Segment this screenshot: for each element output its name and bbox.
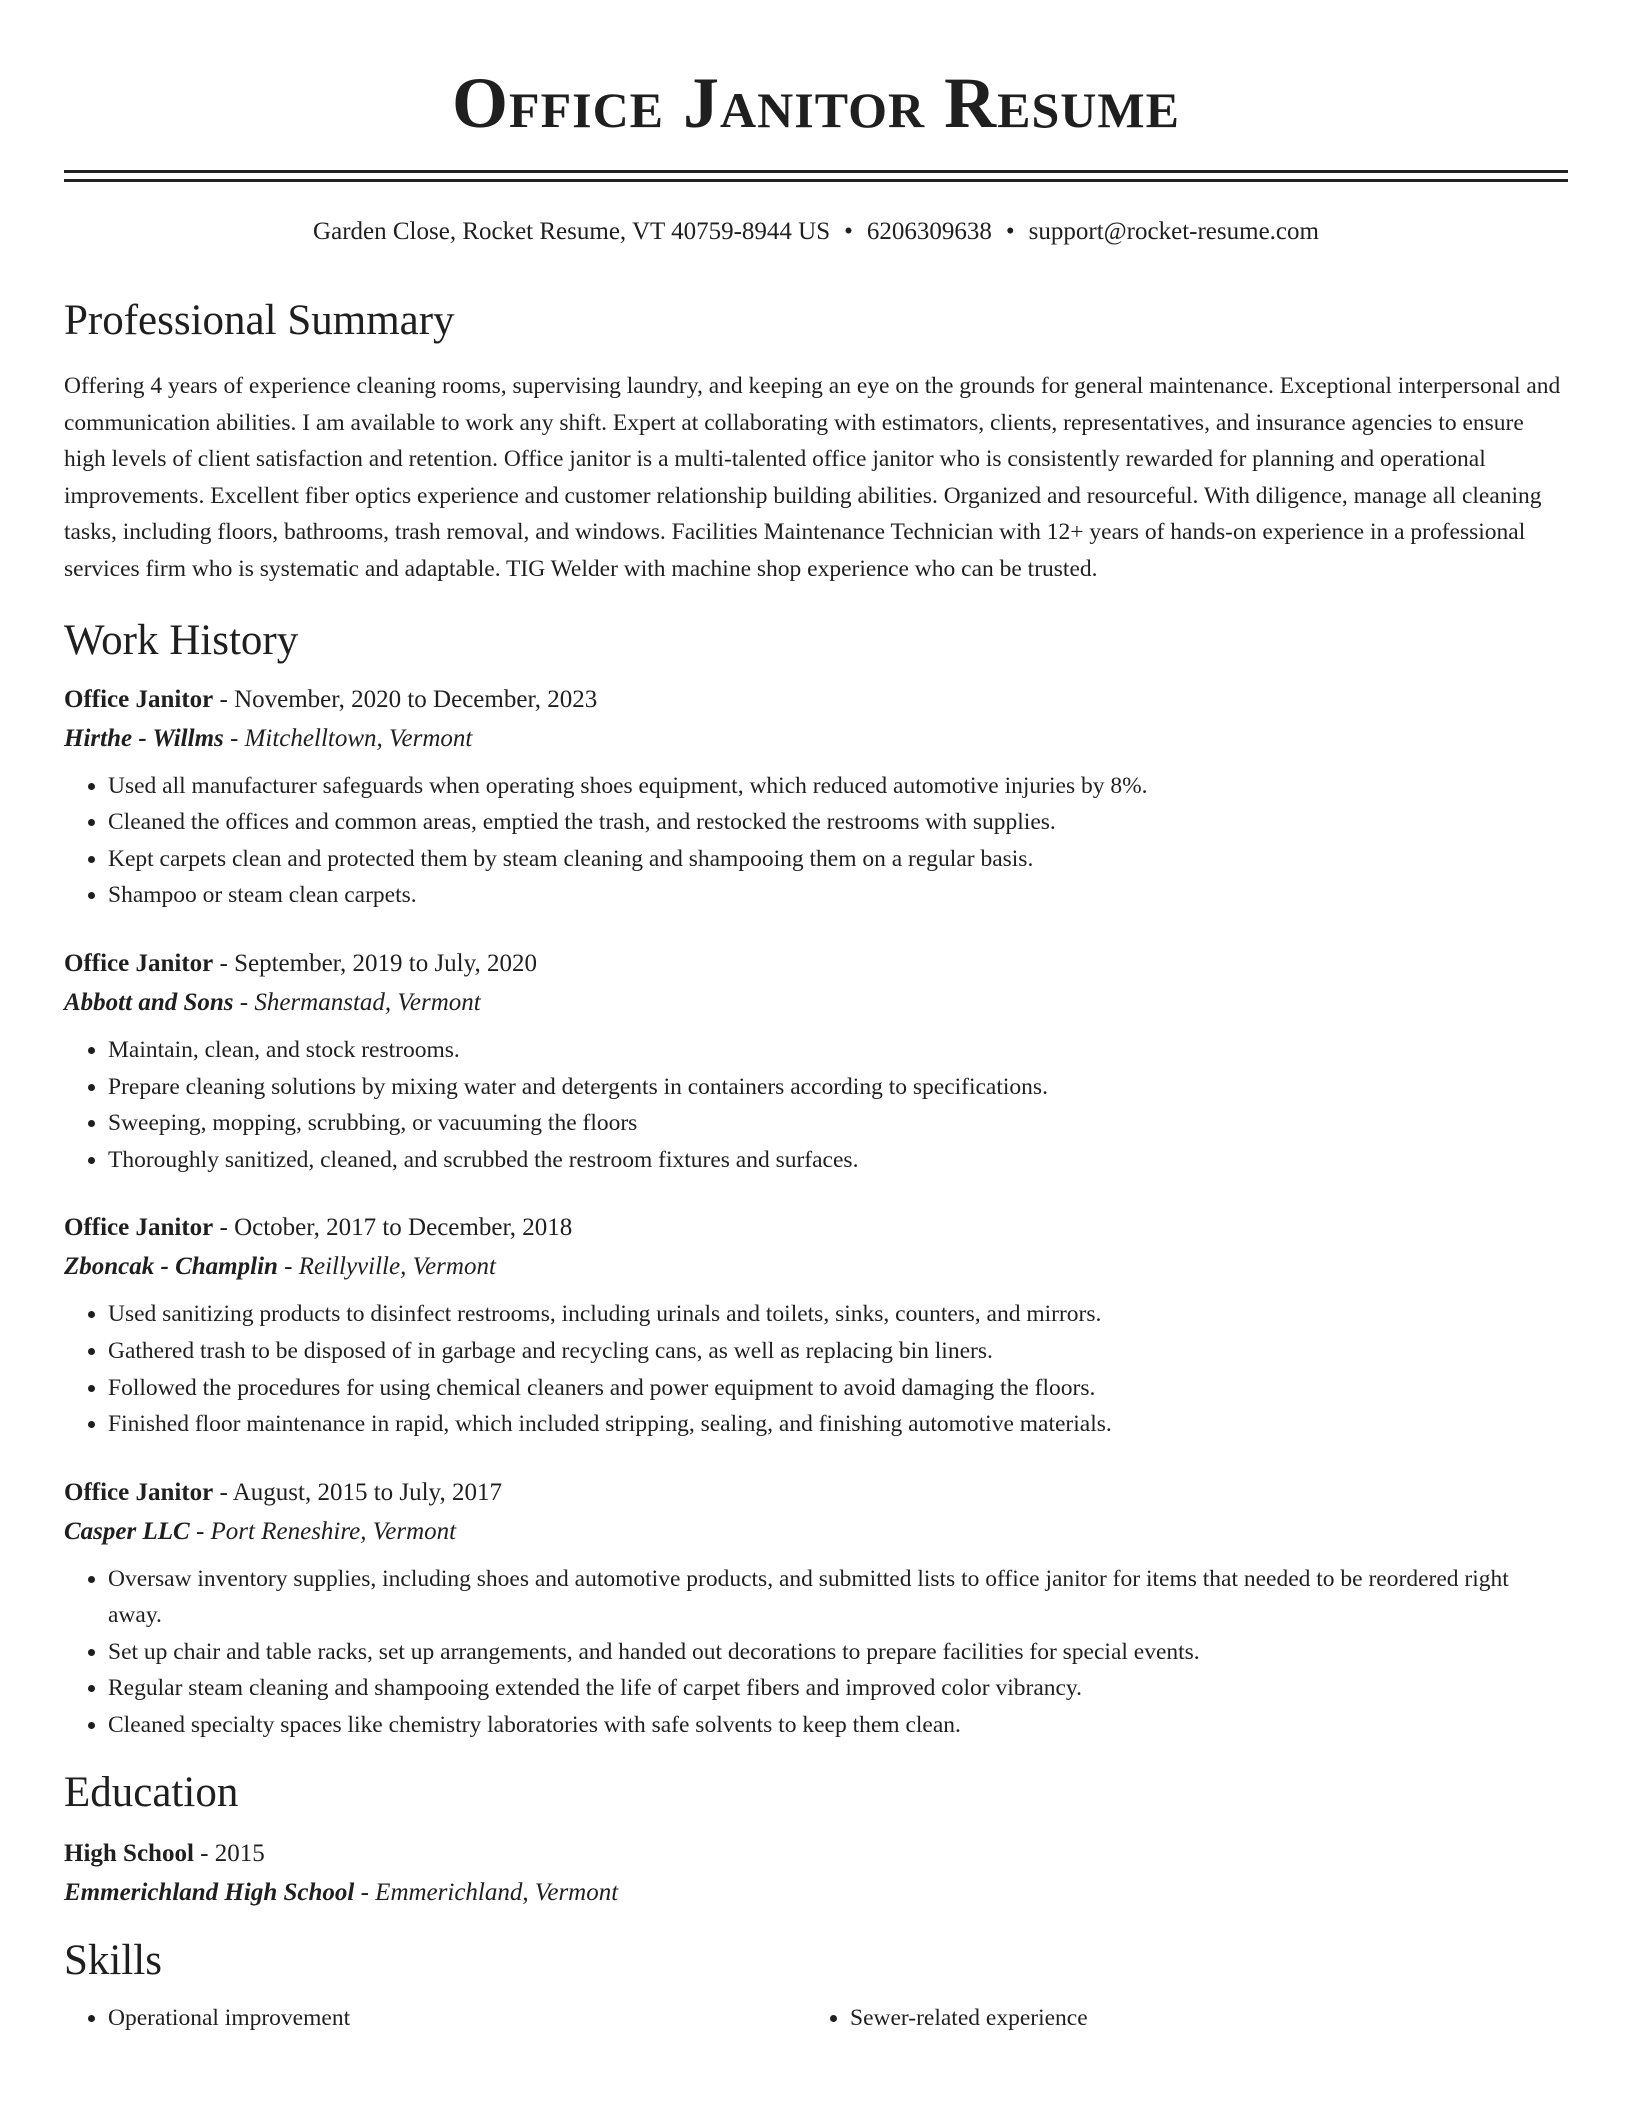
job-location: - Port Reneshire, Vermont	[189, 1517, 457, 1545]
job-bullets	[64, 1561, 1568, 1744]
education-degree-line	[64, 1834, 1568, 1874]
job-dates: - September, 2019 to July, 2020	[213, 949, 537, 977]
job-dates: - August, 2015 to July, 2017	[213, 1478, 502, 1506]
skills-columns	[64, 2000, 1568, 2037]
skills-right-column	[806, 2000, 1548, 2037]
job-company: Zboncak - Champlin	[64, 1253, 278, 1281]
job-bullet: • Thoroughly sanitized, cleaned, and scrubbed the restroom fixtures and surfaces.	[108, 1142, 1568, 1179]
job-bullets	[64, 1032, 1568, 1178]
job-employer	[64, 1513, 1568, 1551]
job-entry	[64, 1473, 1568, 1744]
contact-phone: 6206309638	[866, 218, 992, 245]
job-employer	[64, 720, 1568, 758]
job-title: Office Janitor	[64, 1214, 214, 1242]
title-rule-bottom	[64, 179, 1568, 182]
job-bullet: • Cleaned specialty spaces like chemistry laboratories with safe solvents to keep them clean.	[108, 1707, 1568, 1744]
education-location: - Emmerichland, Vermont	[354, 1878, 619, 1906]
job-title: Office Janitor	[64, 949, 214, 977]
job-heading	[64, 944, 1568, 984]
job-bullet: • Set up chair and table racks, set up arrangements, and handed out decorations to prepare facilities for special events.	[108, 1634, 1568, 1671]
title-rule-top	[64, 170, 1568, 173]
skills-heading: Skills	[64, 1936, 162, 1984]
job-bullet: • Prepare cleaning solutions by mixing water and detergents in containers according to specifications.	[108, 1069, 1568, 1106]
job-bullet: • Oversaw inventory supplies, including shoes and automotive products, and submitted lists to office janitor for items that needed to be reordered right away.	[108, 1561, 1568, 1634]
education-year: - 2015	[193, 1839, 265, 1867]
contact-line	[64, 216, 1568, 248]
job-bullet: • Followed the procedures for using chemical cleaners and power equipment to avoid damaging the floors.	[108, 1370, 1568, 1407]
education-school: Emmerichland High School	[64, 1878, 355, 1906]
job-entry	[64, 680, 1568, 914]
job-employer	[64, 1248, 1568, 1286]
job-heading	[64, 680, 1568, 720]
contact-email: support@rocket-resume.com	[1028, 218, 1319, 245]
education-school-line	[64, 1874, 1568, 1912]
contact-address: Garden Close, Rocket Resume, VT 40759-8944 US	[313, 218, 831, 245]
skills-section	[64, 1934, 1568, 2037]
job-bullets	[64, 768, 1568, 914]
contact-separator: •	[844, 218, 853, 245]
skill-item: • Sewer-related experience	[850, 2000, 1548, 2037]
job-bullets	[64, 1296, 1568, 1442]
job-bullet: • Shampoo or steam clean carpets.	[108, 877, 1568, 914]
job-bullet: • Regular steam cleaning and shampooing extended the life of carpet fibers and improved color vibrancy.	[108, 1670, 1568, 1707]
skill-item: • Operational improvement	[108, 2000, 806, 2037]
job-company: Hirthe - Willms	[64, 724, 224, 752]
job-bullet: • Cleaned the offices and common areas, emptied the trash, and restocked the restrooms with supplies.	[108, 804, 1568, 841]
job-dates: - November, 2020 to December, 2023	[213, 685, 598, 713]
summary-text: Offering 4 years of experience cleaning rooms, supervising laundry, and keeping an eye on the grounds for general maintenance. Exceptional interpersonal and communication abilities. I am available to work any shift. Expert at collaborating with estimators, clients, representatives, and insurance agencies to ensure high levels of client satisfaction and retention. Office janitor is a multi-talented office janitor who is consistently rewarded for planning and operational improvements. Excellent fiber optics experience and customer relationship building abilities. Organized and resourceful. With diligence, manage all cleaning tasks, including floors, bathrooms, trash removal, and windows. Facilities Maintenance Technician with 12+ years of hands-on experience in a professional services firm who is systematic and adaptable. TIG Welder with machine shop experience who can be trusted.	[64, 373, 1561, 582]
job-bullet: • Sweeping, mopping, scrubbing, or vacuuming the floors	[108, 1105, 1568, 1142]
summary-section	[64, 294, 1568, 588]
job-bullet: • Finished floor maintenance in rapid, which included stripping, sealing, and finishing automotive materials.	[108, 1406, 1568, 1443]
job-bullet: • Gathered trash to be disposed of in garbage and recycling cans, as well as replacing bin liners.	[108, 1333, 1568, 1370]
job-employer	[64, 984, 1568, 1022]
job-location: - Shermanstad, Vermont	[233, 988, 481, 1016]
job-company: Abbott and Sons	[64, 988, 234, 1016]
contact-separator: •	[1005, 218, 1015, 245]
resume-title: Office Janitor Resume	[452, 63, 1180, 143]
education-degree: High School	[64, 1839, 194, 1867]
job-entry	[64, 1208, 1568, 1442]
education-heading: Education	[64, 1768, 239, 1816]
summary-heading: Professional Summary	[64, 297, 455, 344]
education-section	[64, 1766, 1568, 1912]
job-location: - Reillyville, Vermont	[277, 1253, 496, 1281]
job-bullet: • Used all manufacturer safeguards when operating shoes equipment, which reduced automotive injuries by 8%.	[108, 768, 1568, 805]
education-entry	[64, 1834, 1568, 1912]
work-history-section	[64, 614, 1568, 1744]
work-history-heading: Work History	[64, 616, 299, 664]
job-bullet: • Used sanitizing products to disinfect restrooms, including urinals and toilets, sinks, counters, and mirrors.	[108, 1296, 1568, 1333]
job-bullet: • Kept carpets clean and protected them by steam cleaning and shampooing them on a regular basis.	[108, 841, 1568, 878]
job-heading	[64, 1473, 1568, 1513]
job-bullet: • Maintain, clean, and stock restrooms.	[108, 1032, 1568, 1069]
job-entry	[64, 944, 1568, 1178]
job-location: - Mitchelltown, Vermont	[223, 724, 473, 752]
skills-left-column	[64, 2000, 806, 2037]
job-heading	[64, 1208, 1568, 1248]
job-dates: - October, 2017 to December, 2018	[213, 1214, 573, 1242]
job-company: Casper LLC	[64, 1517, 190, 1545]
job-title: Office Janitor	[64, 1478, 214, 1506]
job-title: Office Janitor	[64, 685, 214, 713]
